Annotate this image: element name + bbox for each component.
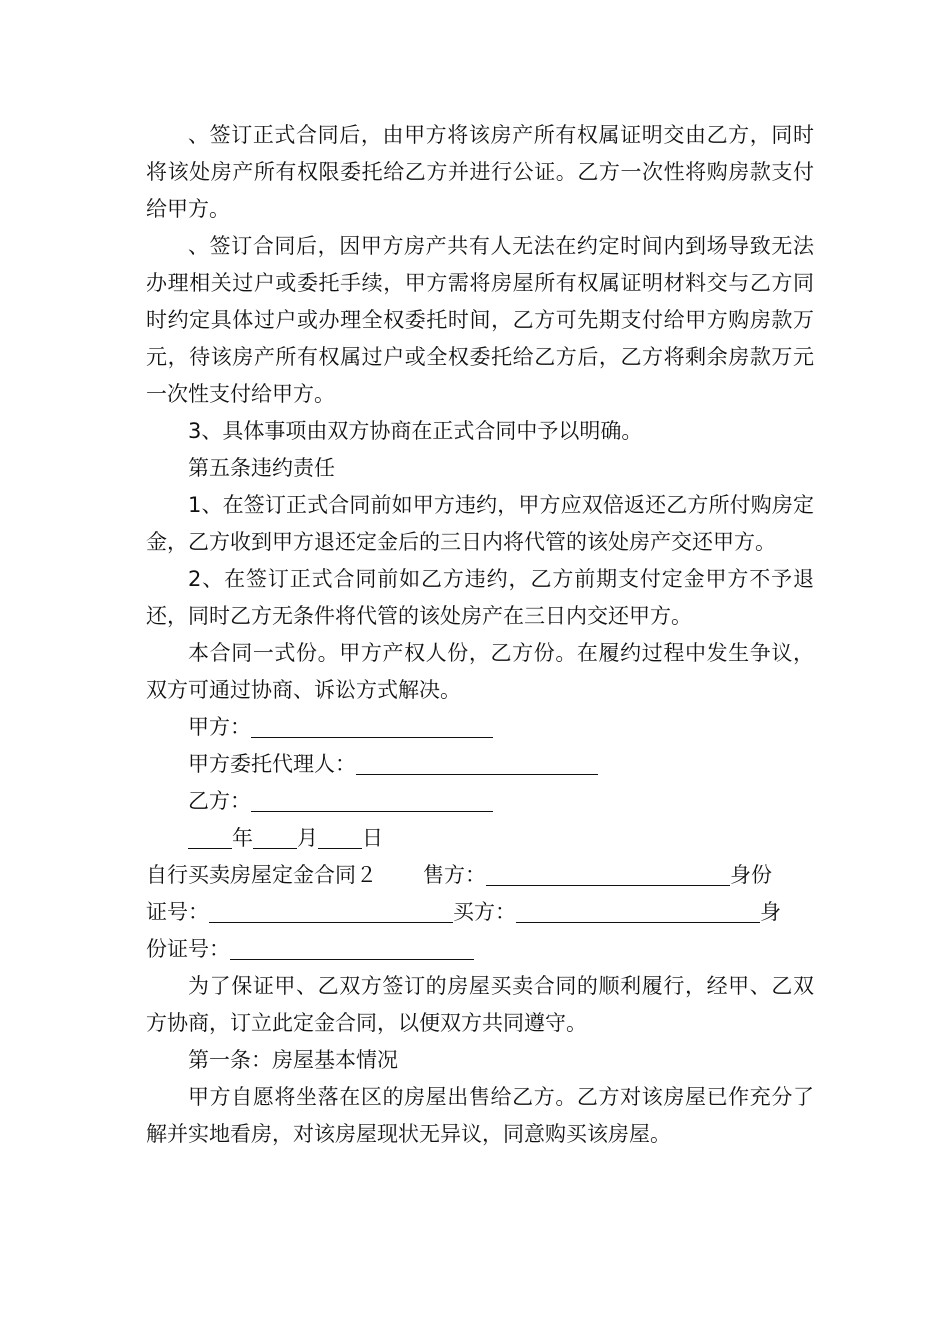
signature-line-agent <box>146 746 814 783</box>
id-label: 身份 <box>730 863 772 887</box>
signature-line-party-b <box>146 783 814 820</box>
seller-id-blank <box>209 898 453 923</box>
contract-2-buyer-id-line <box>146 931 814 968</box>
clause-paragraph: 、签订正式合同后，由甲方将该房产所有权属证明交由乙方，同时将该处房产所有权限委托给乙方并进行公证。乙方一次性将购房款支付给甲方。 <box>146 123 814 221</box>
contract-2-header <box>146 857 814 894</box>
buyer-label: 买方： <box>453 900 516 924</box>
signature-label: 甲方委托代理人： <box>188 752 356 776</box>
day-blank <box>318 824 362 849</box>
section-heading: 第一条：房屋基本情况 <box>188 1048 398 1072</box>
day-label: 日 <box>362 826 383 850</box>
signature-label: 乙方： <box>188 789 251 813</box>
signature-blank <box>251 713 493 738</box>
contract-title: 自行买卖房屋定金合同２ <box>146 863 377 887</box>
month-blank <box>253 824 297 849</box>
month-label: 月 <box>297 826 318 850</box>
signature-label: 甲方： <box>188 715 251 739</box>
id-label: 证号： <box>146 900 209 924</box>
clause-paragraph: 本合同一式份。甲方产权人份，乙方份。在履约过程中发生争议，双方可通过协商、诉讼方式解决。 <box>146 641 814 702</box>
signature-blank <box>356 750 598 775</box>
id-label: 身 <box>760 900 781 924</box>
section-heading: 第五条违约责任 <box>188 456 335 480</box>
signature-line-party-a <box>146 709 814 746</box>
document-body <box>146 117 814 1153</box>
clause-paragraph: 、签订合同后，因甲方房产共有人无法在约定时间内到场导致无法办理相关过户或委托手续，甲方需将房屋所有权属证明材料交与乙方同时约定具体过户或办理全权委托时间，乙方可先期支付给甲方购房款万元，待该房产所有权属过户或全权委托给乙方后，乙方将剩余房款万元一次性支付给甲方。 <box>146 234 814 406</box>
signature-blank <box>251 787 493 812</box>
contract-2-id-line <box>146 894 814 931</box>
year-label: 年 <box>232 826 253 850</box>
clause-paragraph: 1、在签订正式合同前如甲方违约，甲方应双倍返还乙方所付购房定金，乙方收到甲方退还定金后的三日内将代管的该处房产交还甲方。 <box>146 493 814 554</box>
seller-label: 售方： <box>423 863 486 887</box>
year-blank <box>188 824 232 849</box>
date-line <box>146 820 814 857</box>
clause-paragraph: 3、具体事项由双方协商在正式合同中予以明确。 <box>188 419 643 443</box>
clause-paragraph: 为了保证甲、乙双方签订的房屋买卖合同的顺利履行，经甲、乙双方协商，订立此定金合同，以便双方共同遵守。 <box>146 974 814 1035</box>
clause-paragraph: 2、在签订正式合同前如乙方违约，乙方前期支付定金甲方不予退还，同时乙方无条件将代管的该处房产在三日内交还甲方。 <box>146 567 814 628</box>
buyer-blank <box>516 898 760 923</box>
seller-blank <box>486 861 730 886</box>
id-label: 份证号： <box>146 937 230 961</box>
buyer-id-blank <box>230 935 474 960</box>
clause-paragraph: 甲方自愿将坐落在区的房屋出售给乙方。乙方对该房屋已作充分了解并实地看房，对该房屋现状无异议，同意购买该房屋。 <box>146 1085 814 1146</box>
